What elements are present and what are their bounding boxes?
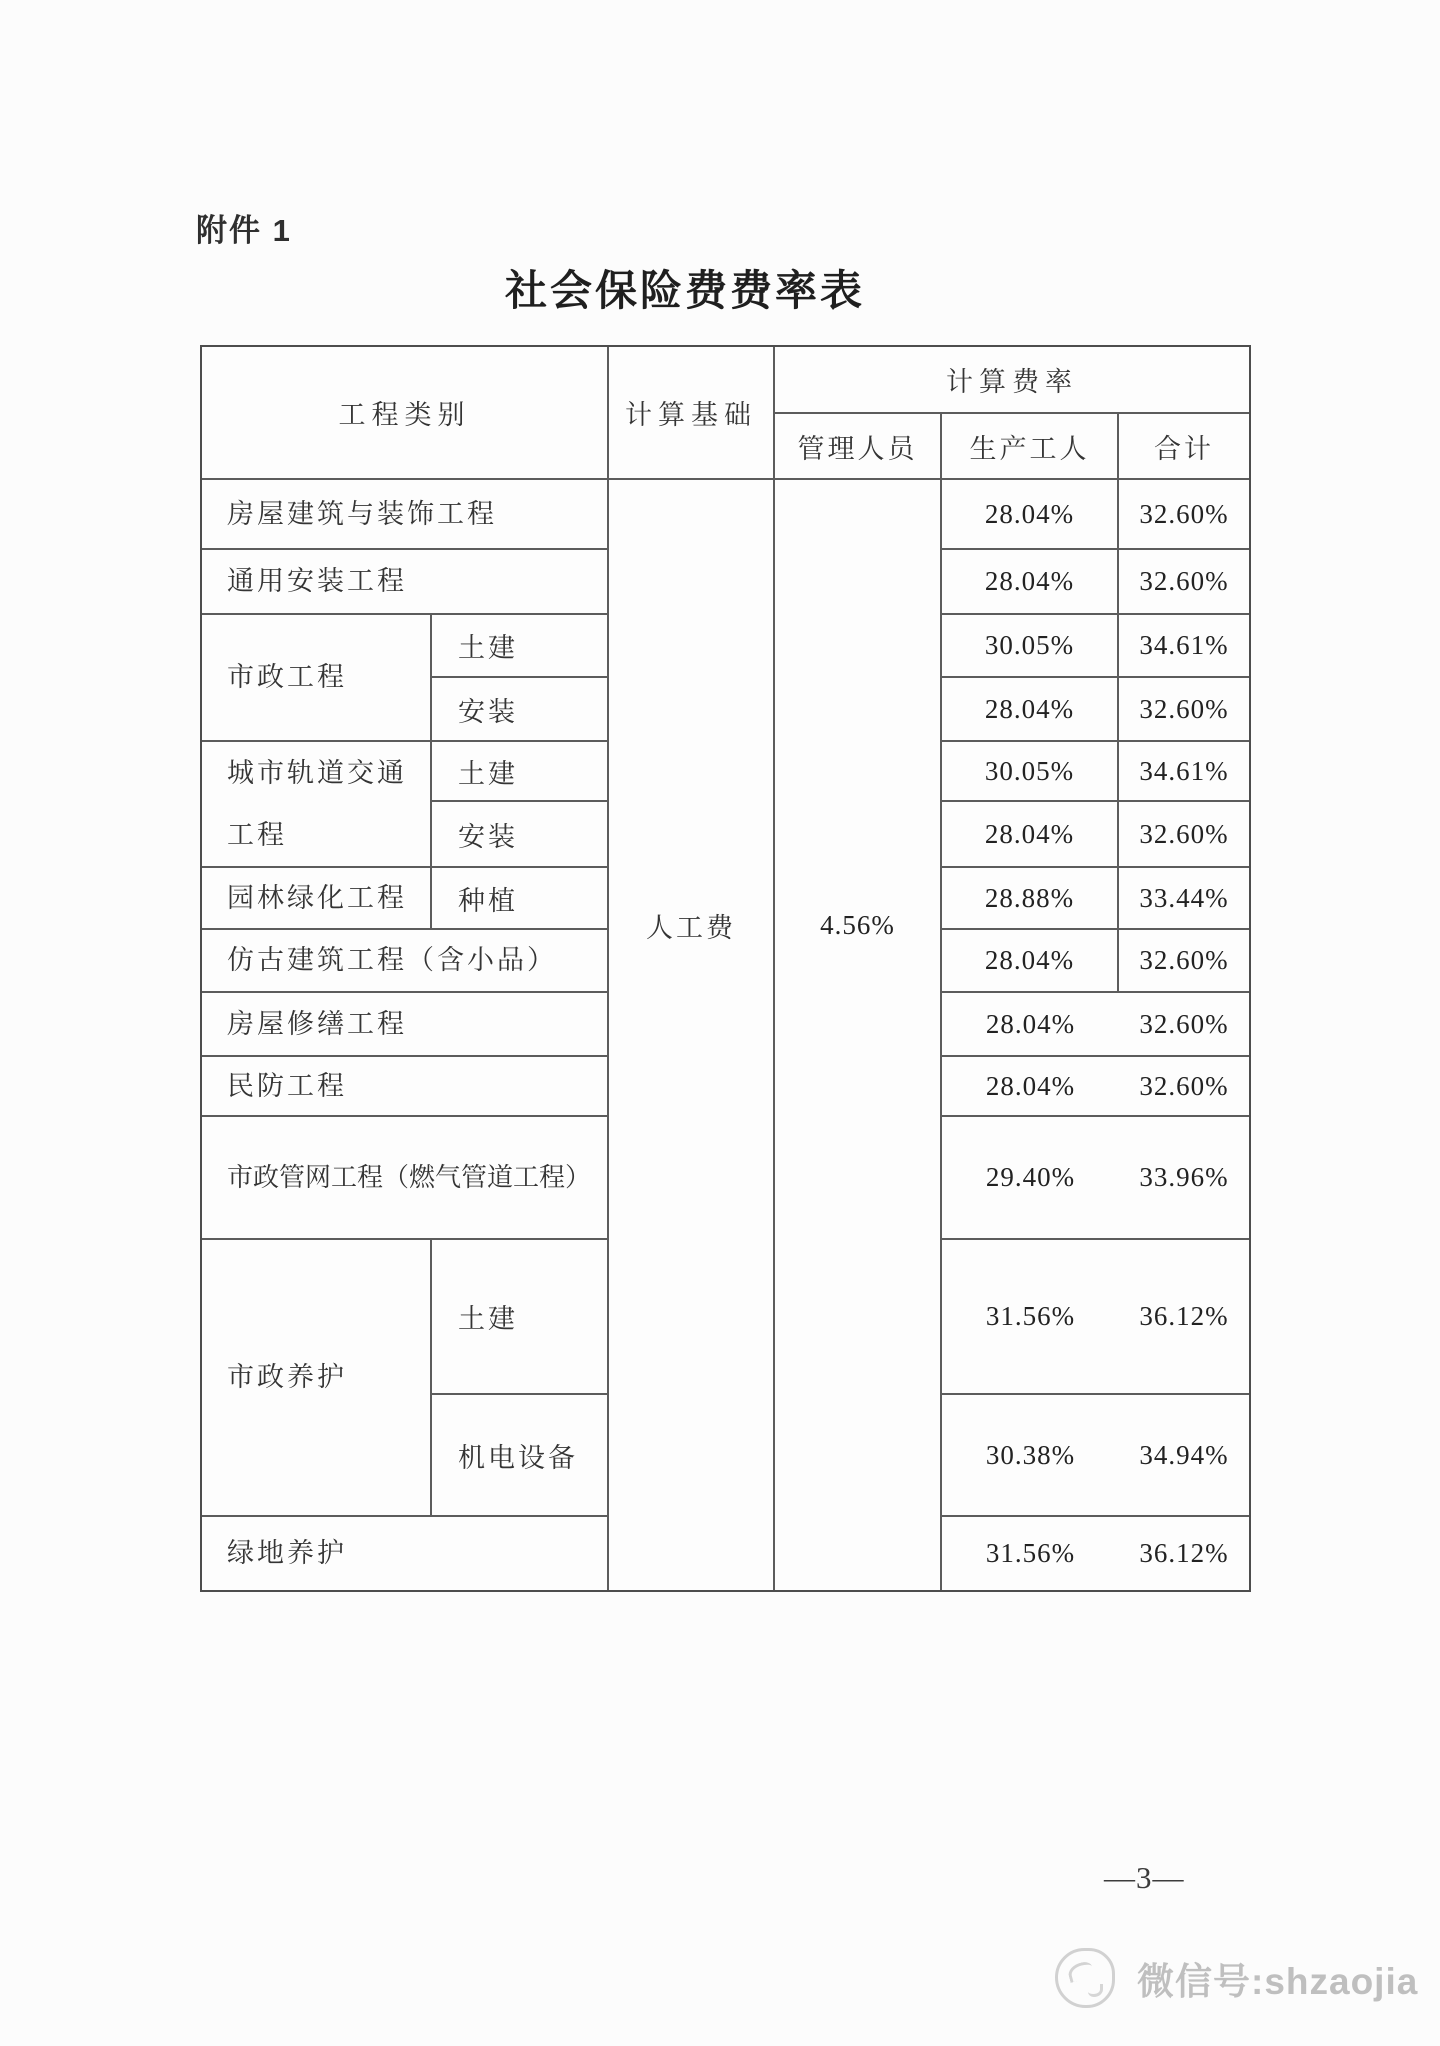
total-rate: 33.96% [1119,1117,1249,1240]
header-management: 管理人员 [775,414,942,480]
workers-rate: 28.04% [942,550,1119,615]
header-total: 合计 [1119,414,1249,480]
row-subtype: 安装 [432,678,609,742]
total-rate: 32.60% [1119,930,1249,993]
row-subtype: 土建 [432,1240,609,1395]
page-number: —3— [1104,1860,1185,1895]
row-category: 市政养护 [202,1240,432,1517]
attachment-label: 附件 1 [196,213,292,248]
total-rate: 32.60% [1119,480,1249,550]
calc-basis-value: 人工费 [609,480,775,1590]
social-insurance-rate-table [200,345,1251,1592]
row-subtype: 安装 [432,802,609,868]
workers-rate: 28.04% [942,930,1119,993]
workers-rate: 30.38% [942,1395,1119,1517]
row-category: 房屋修缮工程 [202,993,609,1057]
row-category: 市政工程 [202,615,432,742]
total-rate: 34.61% [1119,615,1249,678]
total-rate: 34.94% [1119,1395,1249,1517]
row-category: 仿古建筑工程（含小品） [202,930,609,993]
watermark [1055,1948,1418,2008]
total-rate: 32.60% [1119,678,1249,742]
row-category: 园林绿化工程 [202,868,432,930]
total-rate: 32.60% [1119,1057,1249,1117]
management-rate-value: 4.56% [775,480,942,1590]
workers-rate: 28.04% [942,1057,1119,1117]
total-rate: 36.12% [1119,1240,1249,1395]
row-category: 房屋建筑与装饰工程 [202,480,609,550]
total-rate: 36.12% [1139,1538,1229,1568]
workers-rate: 28.04% [942,678,1119,742]
row-category: 民防工程 [202,1057,609,1117]
wechat-account-logo-icon [1055,1948,1115,2008]
workers-rate: 29.40% [942,1117,1119,1240]
header-calc-rate: 计算费率 [775,347,1249,414]
total-rate: 32.60% [1119,802,1249,868]
total-rate: 33.44% [1119,868,1249,930]
row-subtype: 种植 [432,868,609,930]
workers-rate: 30.05% [942,615,1119,678]
row-subtype: 土建 [432,742,609,802]
header-category: 工程类别 [202,347,609,480]
workers-rate: 28.04% [942,802,1119,868]
total-rate: 32.60% [1119,993,1249,1057]
total-rate: 34.61% [1119,742,1249,802]
total-rate: 32.60% [1119,550,1249,615]
row-category: 市政管网工程（燃气管道工程） [202,1117,609,1240]
workers-rate: 28.04% [942,993,1119,1057]
row-subtype: 土建 [432,615,609,678]
header-calc-basis: 计算基础 [609,347,775,480]
workers-rate: 30.05% [942,742,1119,802]
watermark-text: 微信号:shzaojia [1137,1961,1419,2002]
header-workers: 生产工人 [942,414,1119,480]
workers-rate: 31.56% [985,1538,1076,1568]
workers-rate: 28.88% [942,868,1119,930]
row-category: 通用安装工程 [202,550,609,615]
row-subtype: 机电设备 [432,1395,609,1517]
page-title: 社会保险费费率表 [504,267,866,314]
row-category: 城市轨道交通工程 [202,742,432,868]
workers-rate: 31.56% [942,1240,1119,1395]
row-category: 绿地养护 [202,1517,609,1590]
workers-rate: 28.04% [942,480,1119,550]
